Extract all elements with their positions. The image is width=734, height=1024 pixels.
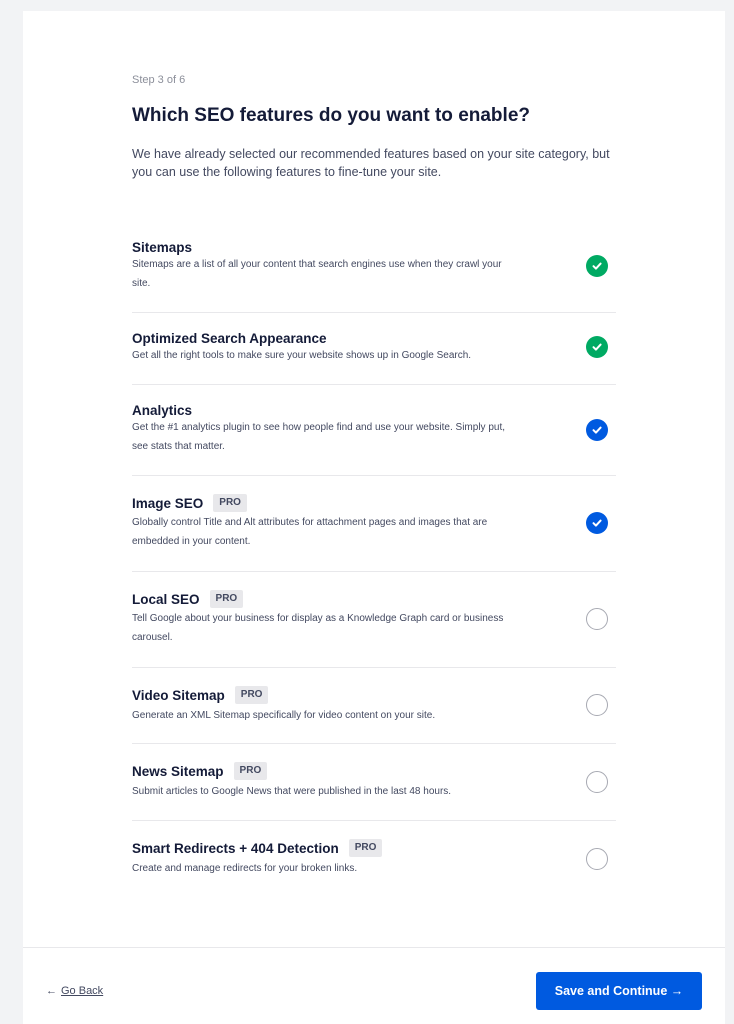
save-and-continue-button[interactable]: Save and Continue → <box>536 972 702 1010</box>
feature-item-sitemaps[interactable] <box>132 223 616 313</box>
feature-item-video-sitemap[interactable] <box>132 668 616 744</box>
check-circle-icon[interactable] <box>586 255 608 277</box>
empty-circle-icon[interactable] <box>586 848 608 870</box>
feature-description: Get the #1 analytics plugin to see how people find and use your website. Simply put, see stats that matter. <box>132 422 506 452</box>
go-back-label: Go Back <box>61 985 104 997</box>
feature-title: Sitemaps <box>132 240 193 255</box>
pro-badge: PRO <box>213 494 247 512</box>
feature-title: Local SEO <box>132 591 200 607</box>
empty-circle-icon[interactable] <box>586 694 608 716</box>
feature-item-news-sitemap[interactable] <box>132 744 616 821</box>
go-back-link[interactable] <box>46 985 103 997</box>
feature-description: Create and manage redirects for your broken links. <box>132 863 358 874</box>
feature-item-image-seo[interactable] <box>132 476 616 572</box>
feature-list <box>132 223 616 901</box>
feature-title: Video Sitemap <box>132 687 225 703</box>
check-circle-icon[interactable] <box>586 512 608 534</box>
feature-description: Sitemaps are a list of all your content that search engines use when they crawl your site. <box>132 259 502 289</box>
feature-item-optimized-search-appearance[interactable] <box>132 313 616 385</box>
feature-item-local-seo[interactable] <box>132 572 616 668</box>
step-indicator: Step 3 of 6 <box>132 74 186 86</box>
check-circle-icon[interactable] <box>586 419 608 441</box>
empty-circle-icon[interactable] <box>586 608 608 630</box>
feature-description: Generate an XML Sitemap specifically for video content on your site. <box>132 710 436 721</box>
feature-item-smart-redirects[interactable] <box>132 821 616 901</box>
feature-title: Smart Redirects + 404 Detection <box>132 840 339 856</box>
feature-title: Analytics <box>132 403 193 418</box>
arrow-left-icon: ← <box>46 985 57 997</box>
feature-item-analytics[interactable] <box>132 385 616 476</box>
empty-circle-icon[interactable] <box>586 771 608 793</box>
feature-title: Optimized Search Appearance <box>132 331 327 346</box>
pro-badge: PRO <box>210 590 244 608</box>
wizard-footer <box>23 947 725 1024</box>
pro-badge: PRO <box>234 762 268 780</box>
pro-badge: PRO <box>235 686 269 704</box>
feature-title: News Sitemap <box>132 763 224 779</box>
page-title: Which SEO features do you want to enable? <box>132 105 530 126</box>
feature-description: Globally control Title and Alt attributes for attachment pages and images that are embedded in your content. <box>132 517 488 547</box>
feature-description: Tell Google about your business for display as a Knowledge Graph card or business carousel. <box>132 613 504 643</box>
pro-badge: PRO <box>349 839 383 857</box>
feature-description: Get all the right tools to make sure your website shows up in Google Search. <box>132 350 472 361</box>
wizard-card <box>23 11 725 1024</box>
page-description: We have already selected our recommended features based on your site category, but you can use the following features to fine-tune your site. <box>132 147 610 179</box>
feature-title: Image SEO <box>132 495 204 511</box>
feature-description: Submit articles to Google News that were published in the last 48 hours. <box>132 786 452 797</box>
check-circle-icon[interactable] <box>586 336 608 358</box>
